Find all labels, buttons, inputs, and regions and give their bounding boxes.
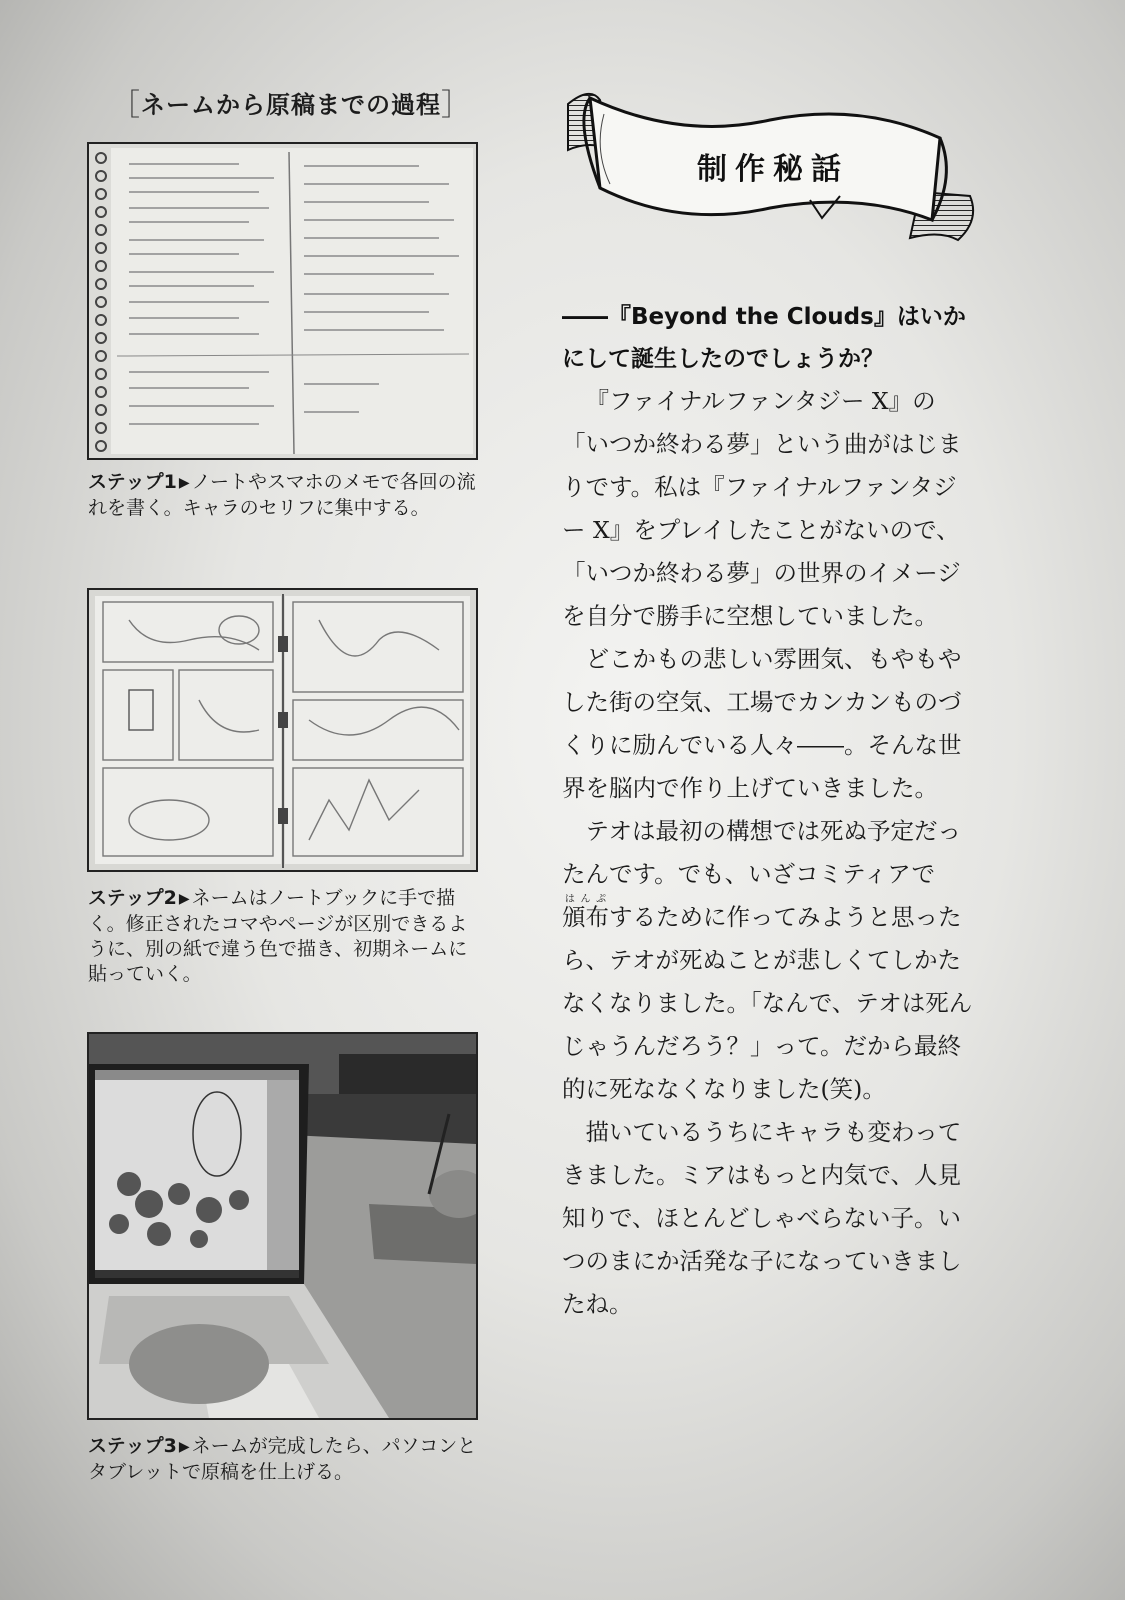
step-1-caption (88, 470, 480, 521)
ruby-reading: はんぷ (562, 894, 609, 905)
step-3-label: ステップ3 (88, 1435, 177, 1457)
step-3-caption (88, 1434, 480, 1485)
bracket-open: ［ (110, 88, 141, 123)
answer-paragraph: テオは最初の構想では死ぬ予定だったんです。でも、いざコミティアで頒布はんぷするために作ってみようと思ったら、テオが死ぬことが悲しくてしかたなくなりました。「なんで、テオは死んじゃうんだろう？」って。だから最終的に死ななくなりました(笑)。 (562, 817, 973, 1103)
laptop-tablet-photo (87, 1032, 478, 1420)
step-2-label: ステップ2 (88, 887, 177, 909)
sketch-notebook-photo (87, 588, 478, 872)
step-3-text: ネームが完成したら、パソコンとタブレットで原稿を仕上げる。 (88, 1435, 477, 1483)
process-heading (110, 82, 470, 122)
answer-paragraph: 『ファイナルファンタジー X』の「いつか終わる夢」という曲がはじまりです。私は『ファイナルファンタジー X』をプレイしたことがないので、「いつか終わる夢」の世界のイメージを自分で勝手に空想していました。 (562, 387, 962, 630)
step-2-caption (88, 886, 480, 987)
triangle-right-icon: ▶ (178, 475, 190, 491)
process-heading-text: ネームから原稿までの過程 (141, 90, 441, 119)
answer-paragraph: 描いているうちにキャラも変わってきました。ミアはもっと内気で、人見知りで、ほとんどしゃべらない子。いつのまにか活発な子になっていきましたね。 (562, 1118, 962, 1318)
ruby-word: 頒布はんぷ (562, 894, 609, 931)
triangle-right-icon: ▶ (178, 891, 190, 907)
interview-answer (562, 380, 978, 1326)
bracket-close: ］ (441, 88, 472, 123)
banner-title: 制作秘話 (697, 152, 849, 187)
step-1-label: ステップ1 (88, 471, 177, 493)
answer-paragraph: どこかもの悲しい雰囲気、もやもやした街の空気、工場でカンカンものづくりに励んでいる人々――。そんな世界を脳内で作り上げていきました。 (562, 645, 962, 802)
interview-question: ――『Beyond the Clouds』はいかにして誕生したのでしょうか？ (562, 304, 966, 372)
notebook-photo (87, 142, 478, 460)
step-1-text: ノートやスマホのメモで各回の流れを書く。キャラのセリフに集中する。 (88, 471, 476, 519)
triangle-right-icon: ▶ (178, 1439, 190, 1455)
step-2-text: ネームはノートブックに手で描く。修正されたコマやページが区別できるように、別の紙で違う色で描き、初期ネームに貼っていく。 (88, 887, 468, 985)
